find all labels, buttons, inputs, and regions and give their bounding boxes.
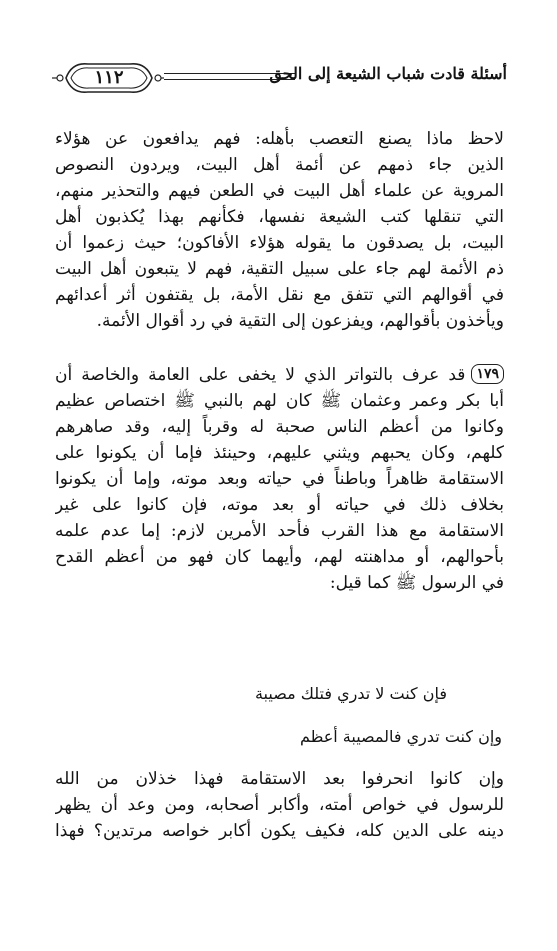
page-number: ١١٢ — [94, 67, 124, 88]
text-line: بأحوالهم، أو مداهنته لهم، وأيهما كان فهو من أعظم القدح — [55, 547, 504, 567]
paragraph-1 — [55, 126, 504, 334]
text-line: للرسول في خواص أمته، وأكابر أصحابه، ومن وعد أن يظهر — [55, 795, 504, 815]
paragraph-number: ١٧٩ — [471, 364, 504, 384]
book-title: أسئلة قادت شباب الشيعة إلى الحق — [269, 64, 507, 83]
text-line: وكانوا من أعظم الناس صحبة له وقرباً إليه، وقد صاهرهم — [55, 417, 504, 437]
running-header — [52, 58, 507, 98]
text-line: ويأخذون بأقوالهم، ويفزعون إلى التقية في رد أقوال الأئمة. — [96, 311, 504, 331]
text-line: الاستقامة مع هذا القرب فأحد الأمرين لازم: إما عدم علمه — [55, 521, 504, 541]
text-line: البيت، بل يصدقون ما يقوله هؤلاء الأفاكون؛ حيث زعموا أن — [55, 233, 504, 253]
text-line: في الرسول ﷺ كما قيل: — [329, 573, 504, 593]
text-line: ذم الأئمة لهم جاء على سبيل التقية، فهم لا يتبعون أهل البيت — [55, 259, 504, 279]
text-line: قد عرف بالتواتر الذي لا يخفى على العامة والخاصة أن — [55, 365, 466, 385]
verse-line-1: فإن كنت لا تدري فتلك مصيبة — [254, 684, 447, 703]
page-number-frame — [52, 58, 164, 98]
text-line: وإن كانوا انحرفوا بعد الاستقامة فهذا خذلان من الله — [55, 769, 504, 789]
text-line: دينه على الدين كله، فكيف يكون أكابر خواصه مرتدين؟ فهذا — [55, 821, 504, 841]
text-line: المروية عن علماء أهل البيت في الطعن فيهم والتحذير منهم، — [55, 181, 504, 201]
paragraph-closing — [55, 766, 504, 844]
text-line: لاحظ ماذا يصنع التعصب بأهله: فهم يدافعون عن هؤلاء — [55, 129, 504, 149]
text-line: كلهم، وكان يحبهم ويثني عليهم، وحينئذ فإما أن يكونوا على — [55, 443, 504, 463]
text-line: التي تنقلها كتب الشيعة نفسها، فكأنهم بهذا يُكذبون أهل — [55, 207, 504, 227]
paragraph-179 — [55, 362, 504, 596]
text-line: الذين جاء ذمهم عن أئمة أهل البيت، ويردون النصوص — [55, 155, 504, 175]
text-line: بخلاف ذلك في حياته أو بعد موته، فإن كانوا على غير — [55, 495, 504, 515]
text-line: في أقوالهم التي تتفق مع نقل الأمة، بل يقتفون أثر أعدائهم — [55, 285, 504, 305]
text-line: الاستقامة ظاهراً وباطناً في حياته وبعد موته، وإما أن يكونوا — [55, 469, 504, 489]
text-line-first — [55, 362, 504, 388]
verse-line-2: وإن كنت تدري فالمصيبة أعظم — [299, 727, 502, 746]
text-line: أبا بكر وعمر وعثمان ﷺ كان لهم بالنبي ﷺ اختصاص عظيم — [55, 391, 504, 411]
